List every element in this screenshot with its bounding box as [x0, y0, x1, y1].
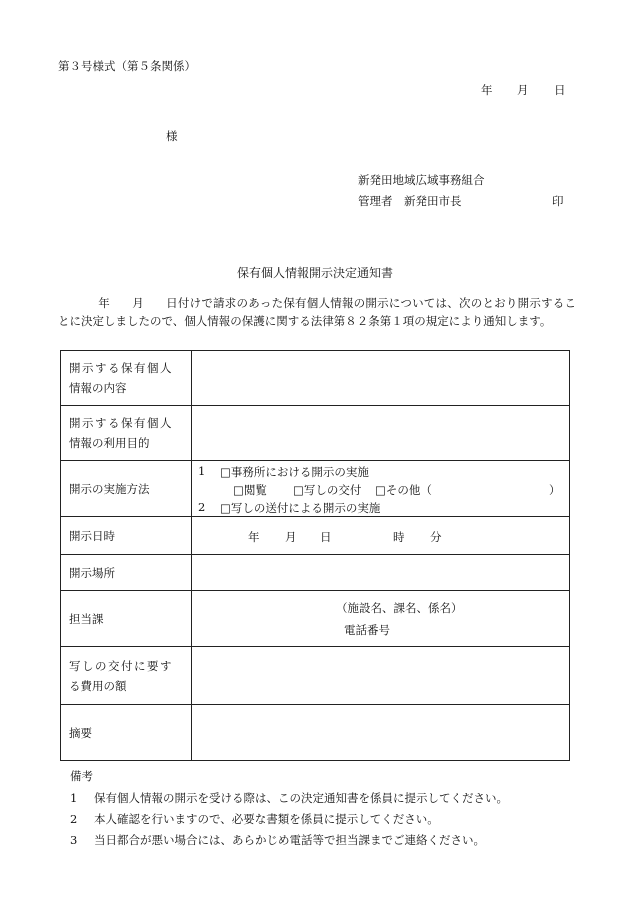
method-sub-other[interactable]: □その他（: [375, 483, 432, 497]
note-item: [70, 790, 508, 806]
method-sub-other-close: ）: [549, 483, 561, 497]
document-title: 保有個人情報開示決定通知書: [236, 266, 393, 280]
department-field[interactable]: [192, 591, 570, 647]
datetime-field[interactable]: [192, 517, 570, 555]
label-method: 開示の実施方法: [61, 461, 192, 517]
disclosure-table: [60, 350, 570, 761]
label-line: 開示する保有個人: [69, 416, 173, 430]
table-row: [61, 406, 570, 461]
issuer-title: [358, 193, 564, 209]
method-field: [192, 461, 570, 517]
datetime-day: 日: [320, 530, 332, 544]
department-names: （施設名、課名、係名）: [336, 601, 463, 615]
datetime-minute: 分: [430, 530, 442, 544]
place-field[interactable]: [192, 555, 570, 591]
label-datetime: 開示日時: [61, 517, 192, 555]
table-row: [61, 705, 570, 761]
note-item: [70, 811, 439, 827]
table-row: [61, 591, 570, 647]
intro-year-mark: 年: [98, 296, 110, 310]
label-place: 開示場所: [61, 555, 192, 591]
table-row: [61, 351, 570, 406]
method-option-2[interactable]: □写しの送付による開示の実施: [220, 501, 381, 515]
usage-purpose-field[interactable]: [192, 406, 570, 461]
label-remarks: 摘要: [61, 705, 192, 761]
addressee-suffix: 様: [166, 129, 178, 143]
seal-mark: 印: [552, 194, 564, 208]
issue-year-mark: 年: [481, 83, 493, 97]
table-row: [61, 555, 570, 591]
method-option-1-num: 1: [198, 464, 206, 478]
label-info-content: [61, 351, 192, 406]
label-line: 情報の内容: [69, 381, 127, 395]
intro-text: 日付けで請求のあった保有個人情報の開示については、次のとおり開示することに決定しましたので、個人情報の保護に関する法律第８２条第１項の規定により通知します。: [58, 296, 577, 328]
info-content-field[interactable]: [192, 351, 570, 406]
form-number: 第３号様式（第５条関係）: [58, 59, 196, 73]
note-text: 本人確認を行いますので、必要な書類を係員に提示してください。: [94, 812, 439, 826]
label-line: る費用の額: [69, 678, 127, 693]
label-copy-fee: [61, 647, 192, 705]
method-option-1[interactable]: □事務所における開示の実施: [220, 465, 369, 479]
note-item: [70, 832, 485, 848]
notes-heading: 備考: [70, 769, 93, 783]
department-phone: 電話番号: [344, 623, 390, 637]
note-text: 当日都合が悪い場合には、あらかじめ電話等で担当課までご連絡ください。: [94, 833, 485, 847]
datetime-year: 年: [248, 530, 260, 544]
issue-month-mark: 月: [517, 83, 529, 97]
label-line: 写しの交付に要す: [69, 658, 173, 673]
issuer-organization: 新発田地域広域事務組合: [358, 173, 485, 187]
datetime-hour: 時: [393, 530, 405, 544]
table-row: [61, 517, 570, 555]
intro-month-mark: 月: [131, 296, 144, 310]
table-row: [61, 461, 570, 517]
issue-day-mark: 日: [554, 83, 566, 97]
note-number: 3: [70, 833, 78, 847]
note-text: 保有個人情報の開示を受ける際は、この決定通知書を係員に提示してください。: [94, 791, 508, 805]
remarks-field[interactable]: [192, 705, 570, 761]
label-department: 担当課: [61, 591, 192, 647]
intro-paragraph: [58, 295, 576, 330]
method-sub-view[interactable]: □閲覧: [233, 483, 267, 497]
copy-fee-field[interactable]: [192, 647, 570, 705]
datetime-month: 月: [285, 530, 297, 544]
issuer-title-text: 管理者 新発田市長: [358, 194, 462, 208]
method-option-2-num: 2: [198, 500, 206, 514]
label-usage-purpose: [61, 406, 192, 461]
method-sub-copy[interactable]: □写しの交付: [293, 483, 362, 497]
table-row: [61, 647, 570, 705]
label-line: 開示する保有個人: [69, 361, 173, 375]
note-number: 2: [70, 812, 78, 826]
note-number: 1: [70, 791, 78, 805]
label-line: 情報の利用目的: [69, 436, 150, 450]
